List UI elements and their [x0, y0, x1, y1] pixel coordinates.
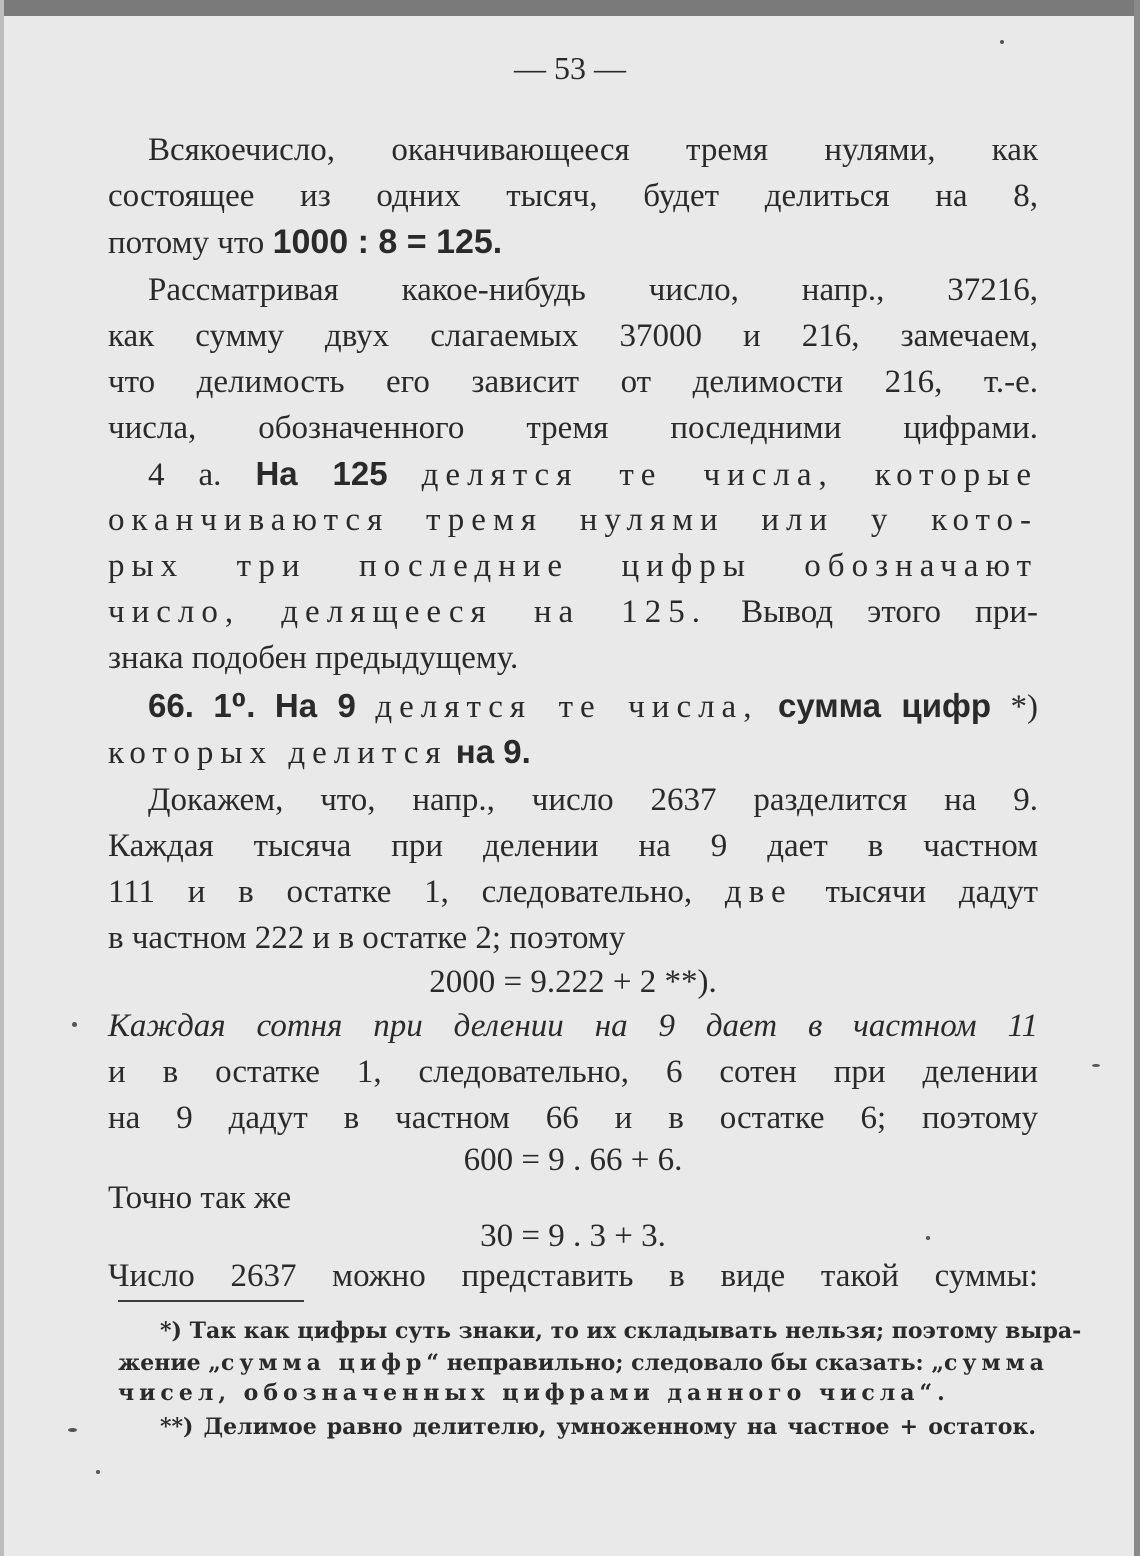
footnote-1-line1: *) Так как цифры суть знаки, то их складывать нельзя; поэтому выра- — [160, 1318, 1082, 1344]
rule4a-label: 4 а. — [148, 457, 222, 493]
footnote-1-line2 — [118, 1348, 1049, 1378]
footnote-ref-1: *) — [1010, 689, 1039, 725]
page-number: — 53 — — [514, 50, 626, 86]
para2-line3: что делимость его зависит от делимости 216, т.-е. — [108, 364, 1038, 400]
scan-speck — [96, 1470, 100, 1474]
rule4a-line5: знака подобен предыдущему. — [108, 640, 519, 676]
para4-line1: Каждая сотня при делении на 9 дает в частном 11 — [108, 1008, 1038, 1044]
para2-line1: Рассматривая какое-нибудь число, напр., 37216, — [148, 272, 1038, 308]
para4-line3: на 9 дадут в частном 66 и в остатке 6; поэтому — [108, 1100, 1038, 1136]
para1-line2: состоящее из одних тысяч, будет делиться на 8, — [108, 178, 1038, 214]
rule4a-line4 — [108, 590, 1038, 634]
para3-line3-spaced: две — [724, 874, 793, 910]
fn1-line2-post: “ неправильно; следовало бы сказать: „ — [426, 1350, 944, 1376]
scan-top-edge — [0, 0, 1140, 16]
rule4a-line4-rest: Вывод этого при- — [707, 594, 1038, 630]
rule66-spaced: делятся те числа, — [375, 689, 759, 725]
para3-line4: в частном 222 и в остатке 2; поэтому — [108, 920, 626, 956]
rule66-bold: На 9 — [274, 687, 356, 724]
para4-line2: и в остатке 1, следовательно, 6 сотен при делении — [108, 1054, 1038, 1090]
footnote-2: **) Делимое равно делителю, умноженному на частное + остаток. — [160, 1414, 1036, 1440]
scan-speck — [1000, 40, 1004, 44]
formula-600: 600 = 9 . 66 + 6. — [463, 1142, 683, 1178]
para1-line3 — [108, 220, 1038, 265]
scan-speck — [1092, 1064, 1100, 1067]
formula-2000: 2000 = 9.222 + 2 **). — [429, 964, 717, 1000]
rule4a-bold: На 125 — [255, 455, 388, 492]
formula-1000-8: 1000 : 8 = 125. — [272, 223, 503, 261]
fn1-line2-spaced: сумма цифр — [220, 1350, 427, 1376]
formula-30: 30 = 9 . 3 + 3. — [480, 1218, 666, 1254]
para3-line3 — [108, 870, 1038, 914]
footnote-rule — [118, 1300, 304, 1302]
rule66-number: 66. — [148, 687, 194, 724]
rule66-sub: 1⁰. — [213, 687, 256, 724]
scan-speck — [926, 1236, 930, 1240]
para2-line2: как сумму двух слагаемых 37000 и 216, замечаем, — [108, 318, 1038, 354]
scan-speck — [68, 1428, 77, 1432]
rule4a-line2: оканчиваются тремя нулями или у кото- — [108, 502, 1038, 538]
rule66-line2-spaced: которых делится — [108, 735, 448, 771]
rule4a-line3: рых три последние цифры обозначают — [108, 548, 1038, 584]
para1-line1: Всякоечисло, оканчивающееся тремя нулями, как — [148, 132, 1038, 168]
para3-line3-pre: 111 и в остатке 1, следовательно, — [108, 874, 693, 910]
footnote-1-line3: чисел, обозначенных цифрами данного числа“. — [118, 1380, 950, 1406]
para5-line2: Число 2637 можно представить в виде такой суммы: — [108, 1258, 1038, 1294]
para5-line1: Точно так же — [108, 1180, 292, 1216]
rule4a-line1-rest: делятся те числа, которые — [421, 457, 1038, 493]
rule66-line1 — [148, 684, 1038, 729]
para3-line3-post: тысячи дадут — [825, 874, 1038, 910]
rule66-line2 — [108, 730, 1038, 775]
fn1-line2-pre: жение „ — [118, 1350, 221, 1376]
scan-left-edge — [0, 0, 4, 1556]
para1-line3-text: потому что — [108, 225, 273, 261]
scan-right-edge — [1134, 0, 1140, 1556]
para2-line4: числа, обозначенного тремя последними цифрами. — [108, 410, 1038, 446]
para3-line2: Каждая тысяча при делении на 9 дает в частном — [108, 828, 1038, 864]
scan-speck — [72, 1022, 77, 1027]
para3-line1: Докажем, что, напр., число 2637 разделится на 9. — [148, 782, 1038, 818]
rule66-bold2: сумма цифр — [777, 687, 992, 724]
rule4a-line4-spaced: число, делящееся на 125. — [108, 594, 708, 630]
rule66-line2-bold: на 9. — [455, 733, 531, 770]
rule4a-line1 — [148, 452, 1038, 497]
fn1-line2-spaced2: сумма — [943, 1350, 1049, 1376]
